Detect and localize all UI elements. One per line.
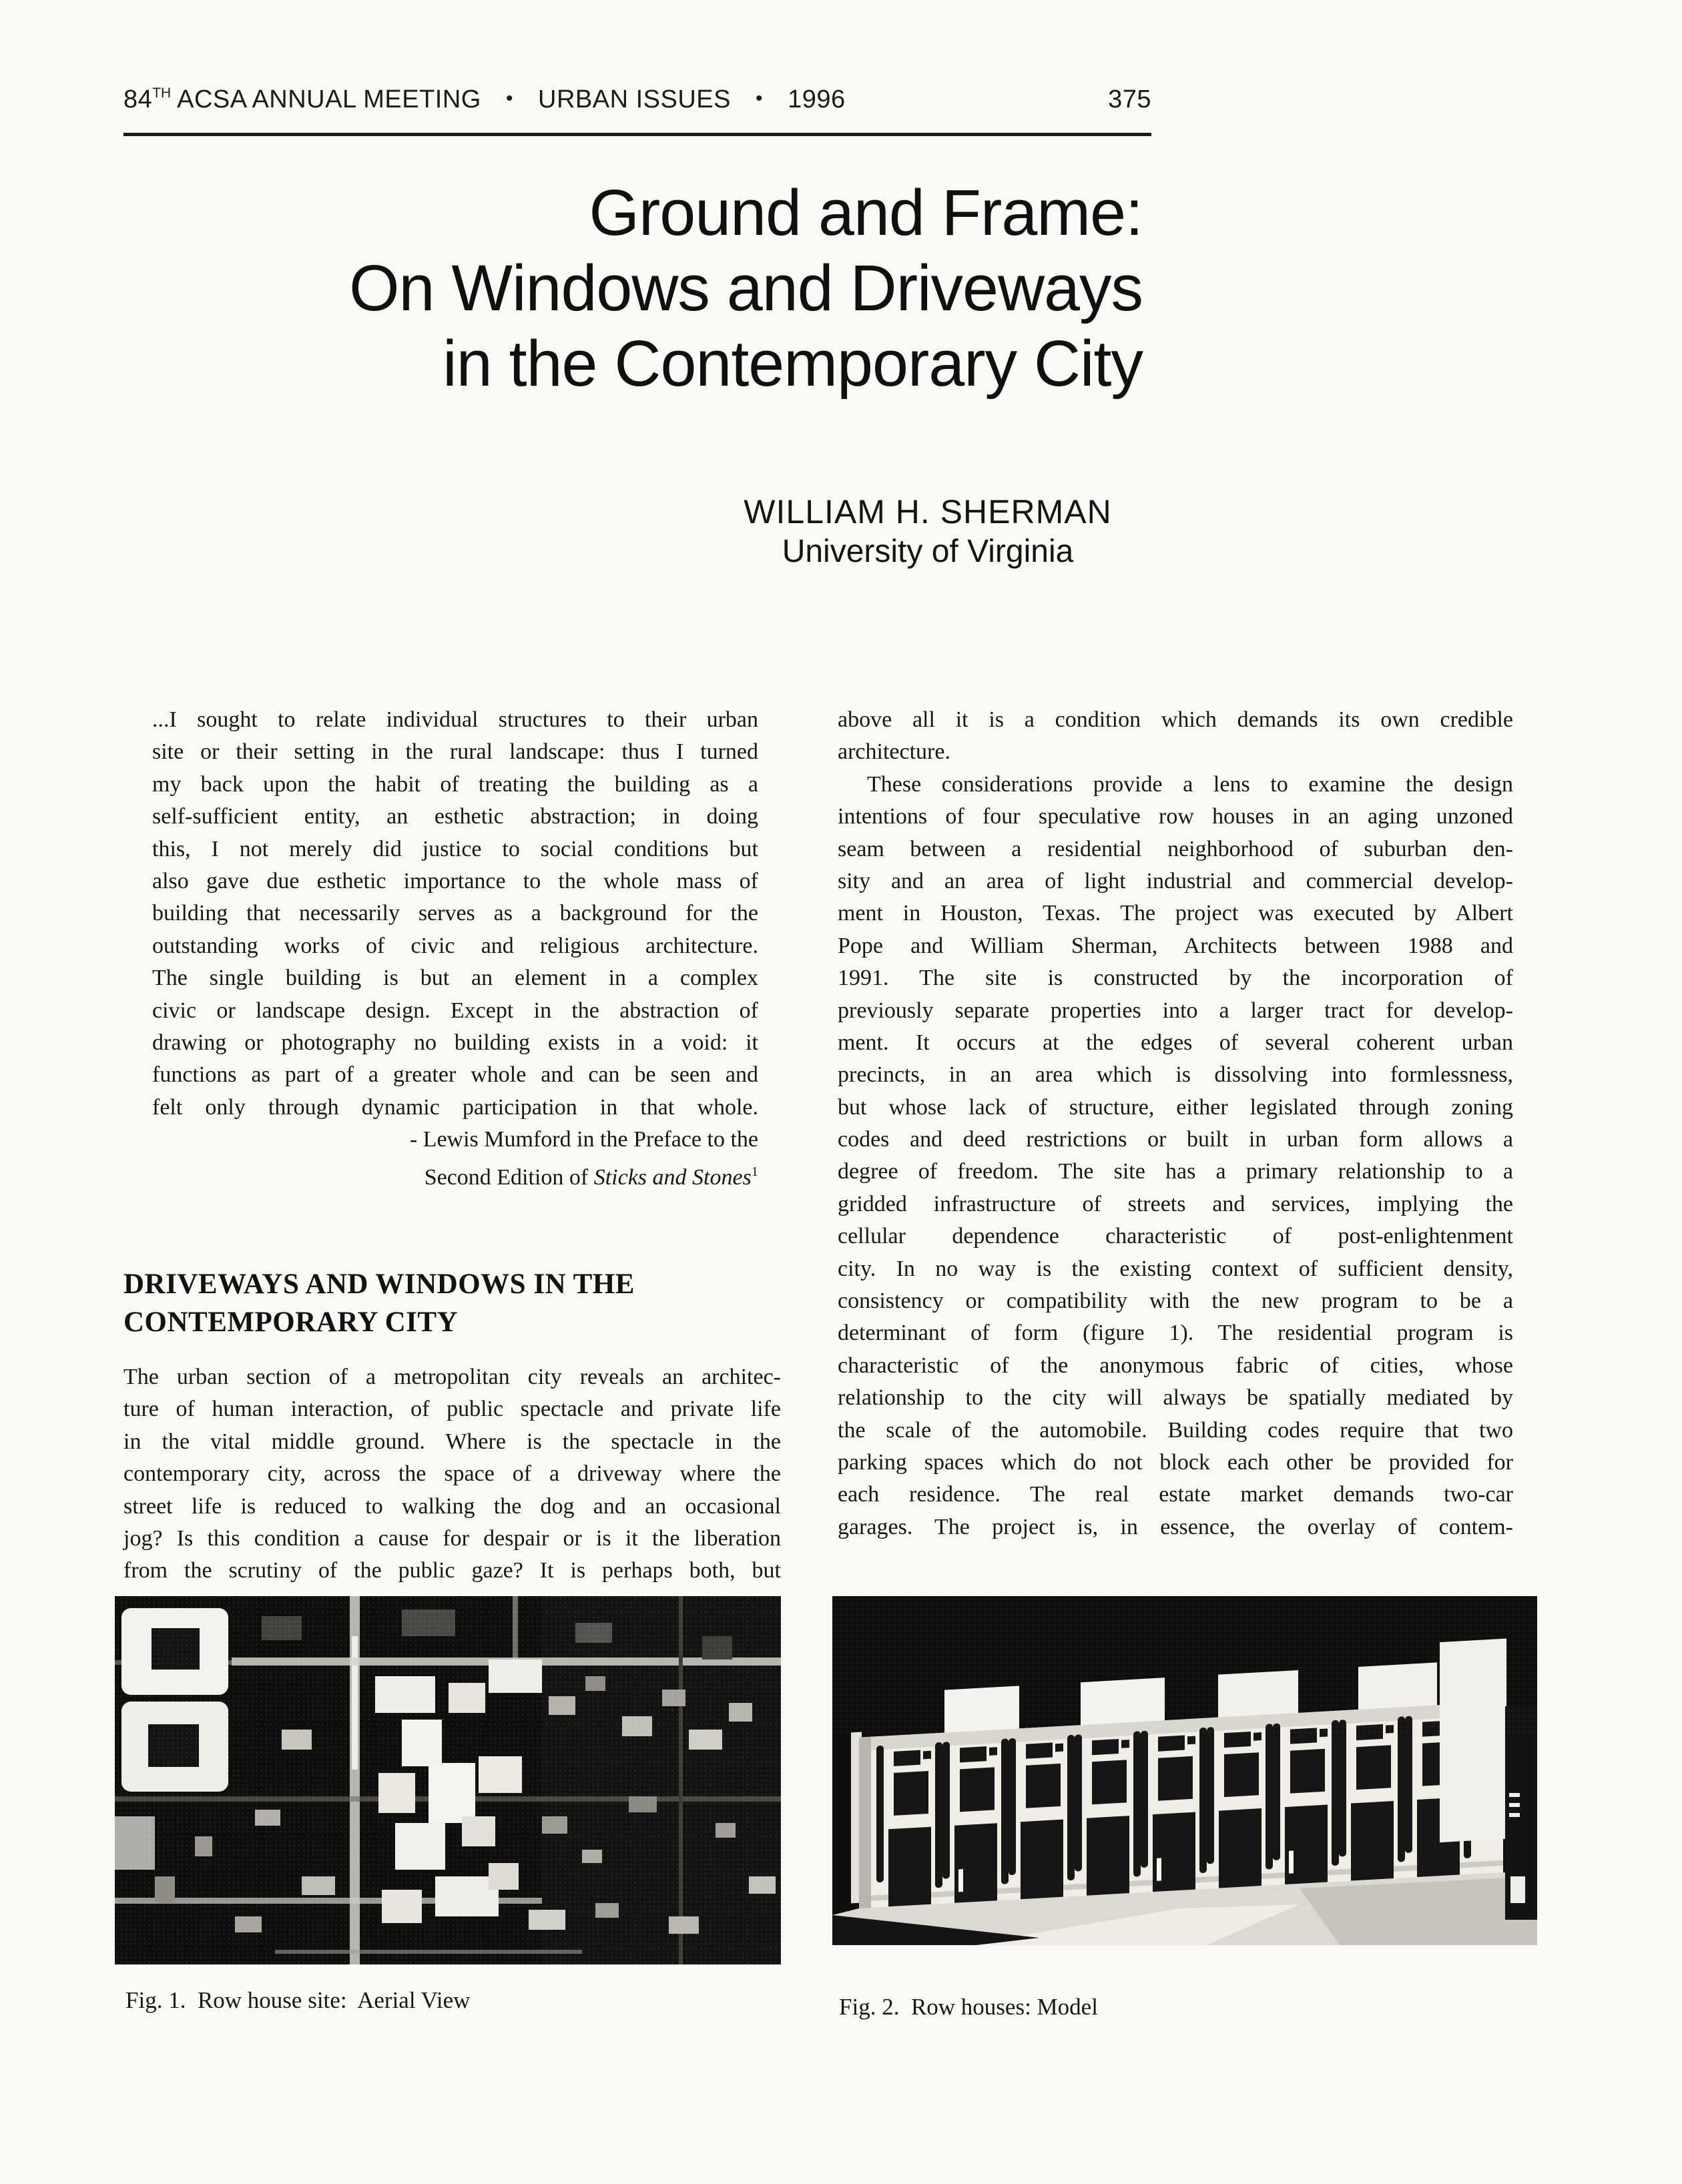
body-line: jog? Is this condition a cause for despair or is it the liberation — [123, 1525, 781, 1551]
body-line: from the scrutiny of the public gaze? It is perhaps both, but — [123, 1558, 781, 1583]
quote-line: site or their setting in the rural landscape: thus I turned — [152, 739, 758, 765]
body-line: sity and an area of light industrial and commercial develop- — [838, 868, 1513, 893]
header-rule — [123, 133, 1151, 136]
quote-line: felt only through dynamic participation in that whole. — [152, 1094, 758, 1120]
quote-line: building that necessarily serves as a background for the — [152, 901, 758, 926]
article-title — [200, 175, 1143, 401]
quote-line: functions as part of a greater whole and can be seen and — [152, 1062, 758, 1088]
source-title: Sticks and Stones — [593, 1165, 752, 1190]
body-line: Pope and William Sherman, Architects between 1988 and — [838, 933, 1513, 958]
quote-line: also gave due esthetic importance to the whole mass of — [152, 868, 758, 893]
body-line: ment in Houston, Texas. The project was executed by Albert — [838, 901, 1513, 926]
quote-line: The single building is but an element in a complex — [152, 966, 758, 991]
right-column-text — [838, 704, 1513, 1543]
quote-line: my back upon the habit of treating the building as a — [152, 771, 758, 797]
figure2-model-photo — [832, 1596, 1537, 1945]
body-line: street life is reduced to walking the dog and an occasional — [123, 1493, 781, 1519]
running-header — [123, 85, 1151, 114]
body-line: precincts, in an area which is dissolving into formlessness, — [838, 1062, 1513, 1088]
body-line: intentions of four speculative row houses in an aging unzoned — [838, 804, 1513, 829]
body-line: in the vital middle ground. Where is the spectacle in the — [123, 1429, 781, 1454]
body-line: ture of human interaction, of public spectacle and private life — [123, 1397, 781, 1422]
body-line: characteristic of the anonymous fabric of cities, whose — [838, 1353, 1513, 1378]
body-line: above all it is a condition which demands its own credible — [838, 707, 1513, 732]
body-line: relationship to the city will always be spatially mediated by — [838, 1385, 1513, 1411]
body-line: seam between a residential neighborhood of suburban den- — [838, 836, 1513, 861]
right-edge-volume — [1505, 1706, 1537, 1920]
quote-line: drawing or photography no building exists in a void: it — [152, 1030, 758, 1055]
section-heading — [123, 1265, 791, 1341]
body-line: These considerations provide a lens to examine the design — [867, 771, 1513, 797]
body-line: previously separate properties into a larger tract for develop- — [838, 998, 1513, 1023]
body-line: but whose lack of structure, either legislated through zoning — [838, 1094, 1513, 1120]
left-column-paragraph — [123, 1361, 781, 1587]
body-line: each residence. The real estate market demands two-car — [838, 1482, 1513, 1507]
quote-line: civic or landscape design. Except in the abstraction of — [152, 998, 758, 1023]
body-line: contemporary city, across the space of a driveway where the — [123, 1461, 781, 1487]
footnote-marker: 1 — [751, 1164, 758, 1180]
meeting-name: ACSA ANNUAL MEETING — [171, 85, 481, 113]
body-line: the scale of the automobile. Building codes require that two — [838, 1417, 1513, 1443]
quote-line: ...I sought to relate individual structures to their urban — [152, 707, 758, 732]
body-line: city. In no way is the existing context of sufficient density, — [838, 1256, 1513, 1281]
figure2-caption: Fig. 2. Row houses: Model — [839, 1994, 1098, 2020]
quote-source — [152, 1156, 758, 1188]
body-line: garages. The project is, in essence, the overlay of contem- — [838, 1514, 1513, 1539]
quote-attribution: - Lewis Mumford in the Preface to the — [409, 1127, 758, 1152]
bullet-separator-icon: • — [505, 87, 513, 109]
body-line: gridded infrastructure of streets and services, implying the — [838, 1191, 1513, 1216]
body-line: degree of freedom. The site has a primary relationship to a — [838, 1159, 1513, 1184]
body-line: ment. It occurs at the edges of several coherent urban — [838, 1030, 1513, 1055]
figure1-caption: Fig. 1. Row house site: Aerial View — [125, 1987, 471, 2013]
title-line: in the Contemporary City — [443, 327, 1143, 400]
model-photo-image — [832, 1596, 1537, 1945]
body-line: 1991. The site is constructed by the incorporation of — [838, 966, 1513, 991]
source-prefix: Second Edition of — [424, 1165, 594, 1190]
body-line: architecture. — [838, 739, 950, 765]
header-proceedings-info — [123, 85, 846, 114]
section-heading-line: DRIVEWAYS AND WINDOWS IN THE — [123, 1268, 635, 1300]
track-name: URBAN ISSUES — [538, 85, 731, 113]
ordinal-suffix: TH — [152, 85, 172, 101]
author-affiliation: University of Virginia — [782, 534, 1074, 569]
body-line: parking spaces which do not block each other be provided for — [838, 1449, 1513, 1475]
quote-line: this, I not merely did justice to social conditions but — [152, 836, 758, 861]
meeting-number: 84 — [123, 85, 153, 113]
body-line: cellular dependence characteristic of post-enlightenment — [838, 1224, 1513, 1249]
body-line: determinant of form (figure 1). The residential program is — [838, 1321, 1513, 1346]
title-line: Ground and Frame: — [589, 176, 1143, 249]
quote-line: self-sufficient entity, an esthetic abstraction; in doing — [152, 804, 758, 829]
meeting-year: 1996 — [788, 85, 846, 113]
figure1-aerial-photo — [115, 1596, 781, 1964]
author-name: WILLIAM H. SHERMAN — [744, 493, 1112, 530]
title-line: On Windows and Driveways — [349, 252, 1143, 324]
body-line: codes and deed restrictions or built in urban form allows a — [838, 1127, 1513, 1152]
aerial-photo-image — [115, 1596, 781, 1964]
epigraph-quote — [152, 704, 758, 1188]
author-block — [694, 491, 1161, 571]
bullet-separator-icon: • — [756, 87, 764, 109]
quote-line: outstanding works of civic and religious architecture. — [152, 933, 758, 958]
page-number: 375 — [1108, 85, 1151, 113]
body-line: consistency or compatibility with the new program to be a — [838, 1289, 1513, 1314]
section-heading-line: CONTEMPORARY CITY — [123, 1307, 459, 1338]
body-line: The urban section of a metropolitan city reveals an architec- — [123, 1365, 781, 1389]
